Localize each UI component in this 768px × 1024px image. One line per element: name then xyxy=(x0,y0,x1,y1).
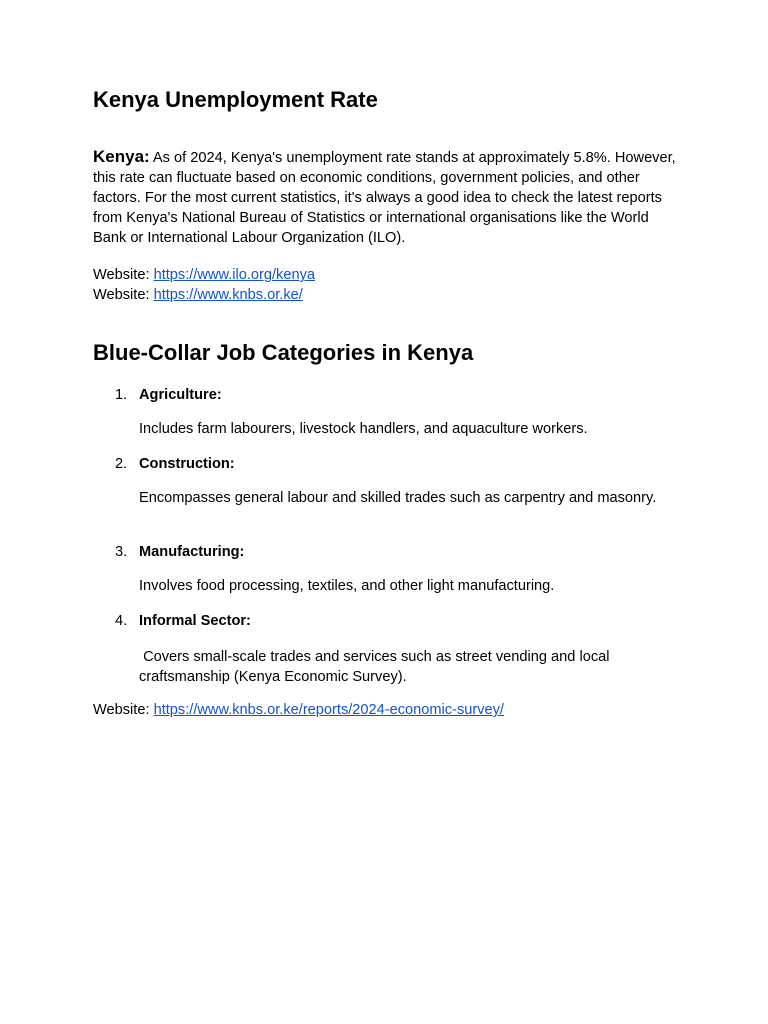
list-number: 2. xyxy=(115,456,128,472)
heading-job-categories: Blue-Collar Job Categories in Kenya xyxy=(93,340,474,365)
intro-lead: Kenya: xyxy=(93,147,150,166)
website-line-ilo xyxy=(93,265,315,285)
list-number: 4. xyxy=(115,613,128,629)
link-economic-survey[interactable]: https://www.knbs.or.ke/reports/2024-economic-survey/ xyxy=(153,702,504,718)
list-item-title: Manufacturing: xyxy=(139,544,245,560)
intro-paragraph xyxy=(93,147,678,248)
link-ilo-kenya[interactable]: https://www.ilo.org/kenya xyxy=(153,267,315,283)
list-item-description: Covers small-scale trades and services such as street vending and local craftsmanship (Kenya Economic Survey). xyxy=(139,649,614,685)
website-label: Website: xyxy=(93,702,154,718)
list-item-description: Involves food processing, textiles, and other light manufacturing. xyxy=(139,578,555,594)
website-label: Website: xyxy=(93,267,154,283)
list-item-description: Includes farm labourers, livestock handlers, and aquaculture workers. xyxy=(139,421,588,437)
intro-body: As of 2024, Kenya's unemployment rate stands at approximately 5.8%. However, this rate can fluctuate based on economic conditions, government policies, and other factors. For the most current statistics, it's always a good idea to check the latest reports from Kenya's National Bureau of Statistics or international organisations like the World Bank or International Labour Organization (ILO). xyxy=(93,150,676,246)
heading-unemployment-rate: Kenya Unemployment Rate xyxy=(93,87,378,112)
list-item-title: Informal Sector: xyxy=(139,613,251,629)
website-line-knbs xyxy=(93,285,303,305)
link-knbs[interactable]: https://www.knbs.or.ke/ xyxy=(153,287,303,303)
list-item-title: Construction: xyxy=(139,456,235,472)
website-label: Website: xyxy=(93,287,154,303)
website-line-economic-survey xyxy=(93,700,504,720)
list-item-title: Agriculture: xyxy=(139,387,222,403)
list-number: 3. xyxy=(115,544,128,560)
list-item-description: Encompasses general labour and skilled trades such as carpentry and masonry. xyxy=(139,490,657,506)
list-number: 1. xyxy=(115,387,128,403)
